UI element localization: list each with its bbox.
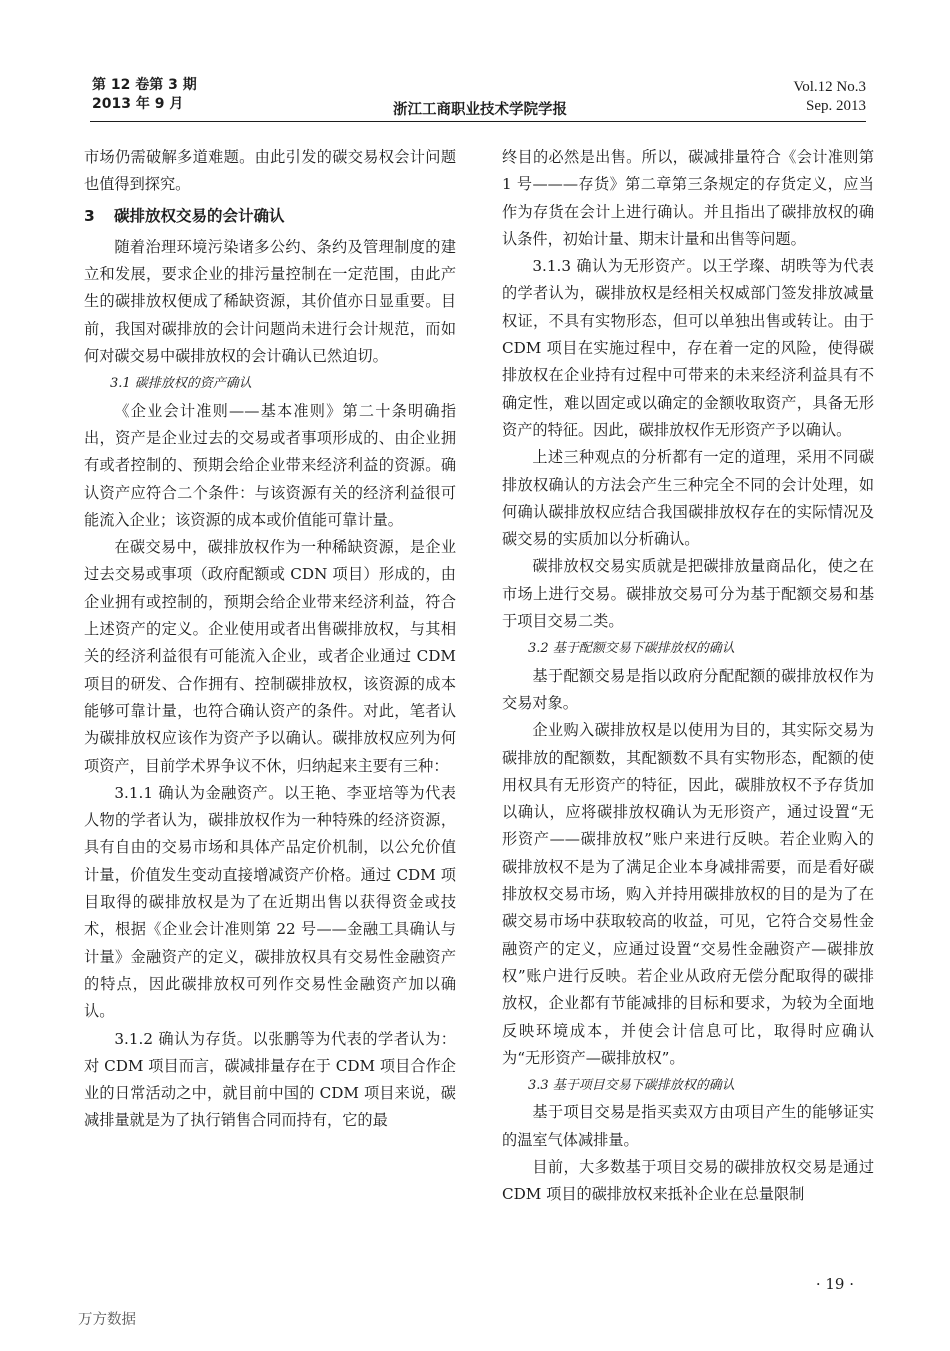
paragraph: 3.1.1 确认为金融资产。以王艳、李亚培等为代表人物的学者认为，碳排放权作为一种特殊的经济资源，具有自由的交易市场和具体产品定价机制，以公允价值计量，价值发生变动直接增减资产价格。通过 CDM 项目取得的碳排放权是为了在近期出售以获得资金或技术，根据《企业会计准则第 22 号——金融工具确认与计量》金融资产的定义，碳排放权具有交易性金融资产的特点，因此碳排放权可列作交易性金融资产加以确认。: [84, 783, 456, 1021]
paragraph: 基于项目交易是指买卖双方由项目产生的能够证实的温室气体减排量。: [502, 1103, 874, 1149]
paragraph: 《企业会计准则——基本准则》第二十条明确指出，资产是企业过去的交易或者事项形成的、由企业拥有或者控制的、预期会给企业带来经济利益的资源。确认资产应符合二个条件：与该资源有关的经济利益很可能流入企业；该资源的成本或价值能可靠计量。: [84, 401, 456, 529]
header-left: [92, 76, 197, 114]
paragraph: 3.1.3 确认为无形资产。以王学璨、胡昳等为代表的学者认为，碳排放权是经相关权威部门签发排放减量权证，不具有实物形态，但可以单独出售或转让。由于 CDM 项目在实施过程中，存在着一定的风险，使得碳排放权在企业持有过程中可带来的未来经济利益具有不确定性，难以固定或以确定的金额收取资产，具备无形资产的特征。因此，碳排放权作无形资产予以确认。: [502, 257, 874, 439]
volume-cn: 第 12 卷第 3 期: [92, 77, 197, 93]
paragraph: 企业购入碳排放权是以使用为目的，其实际交易为碳排放的配额数，其配额数不具有实物形态，配额的使用权具有无形资产的特征，因此，碳腓放权不予存货加以确认，应将碳排放权确认为无形资产，通过设置“无形资产——碳排放权”账户来进行反映。若企业购入的碳排放权不是为了满足企业本身减排需要，而是看好碳排放权交易市场，购入并持用碳排放权的目的是为了在碳交易市场中获取较高的收益，可见，它符合交易性金融资产的定义，应通过设置“交易性金融资产—碳排放权”账户进行反映。若企业从政府无偿分配取得的碳排放权，企业都有节能减排的目标和要求，为较为全面地反映环境成本，并使会计信息可比，取得时应确认为“无形资产—碳排放权”。: [502, 721, 874, 1067]
date-cn: 2013 年 9 月: [92, 96, 184, 112]
section-heading: [84, 203, 456, 230]
paragraph: 目前，大多数基于项目交易的碳排放权交易是通过 CDM 项目的碳排放权来抵补企业在总量限制: [502, 1157, 874, 1204]
header-rule: [90, 121, 866, 122]
header-right: [793, 78, 866, 116]
date-en: Sep. 2013: [806, 98, 866, 114]
paragraph: 市场仍需破解多道难题。由此引发的碳交易权会计问题也值得到探究。: [84, 148, 456, 194]
subsection-heading: 3.1 碳排放权的资产确认: [110, 376, 252, 392]
paragraph: 在碳交易中，碳排放权作为一种稀缺资源，是企业过去交易或事项（政府配额或 CDN 项目）形成的，由企业拥有或控制的，预期会给企业带来经济利益，符合上述资产的定义。企业使用或者出售碳排放权，与其相关的经济利益很有可能流入企业，或者企业通过 CDM 项目的研发、合作拥有、控制碳排放权，该资源的成本能够可靠计量，也符合确认资产的条件。对此，笔者认为碳排放权应该作为资产予以确认。碳排放权应列为何项资产，目前学术界争议不休，归纳起来主要有三种：: [84, 538, 456, 775]
paragraph: 3.1.2 确认为存货。以张鹏等为代表的学者认为：对 CDM 项目而言，碳减排量存在于 CDM 项目合作企业的日常活动之中，就目前中国的 CDM 项目来说，碳减排量就是为了执行销售合同而持有，它的最: [84, 1029, 456, 1130]
right-column: [502, 144, 874, 1209]
paragraph: 随着治理环境污染诸多公约、条约及管理制度的建立和发展，要求企业的排污量控制在一定范围，由此产生的碳排放权便成了稀缺资源，其价值亦日显重要。目前，我国对碳排放的会计问题尚未进行会计规范，而如何对碳交易中碳排放权的会计确认已然迫切。: [84, 237, 456, 366]
volume-en: Vol.12 No.3: [793, 79, 866, 95]
subsection-heading: 3.2 基于配额交易下碳排放权的确认: [528, 641, 735, 657]
paragraph: 终目的必然是出售。所以，碳减排量符合《会计准则第 1 号———存货》第二章第三条规定的存货定义，应当作为存货在会计上进行确认。并且指出了碳排放权的确认条件，初始计量、期末计量和出售等问题。: [502, 148, 874, 248]
paragraph: 上述三种观点的分析都有一定的道理，采用不同碳排放权确认的方法会产生三种完全不同的会计处理，如何确认碳排放权应结合我国碳排放权存在的实际情况及碳交易的实质加以分析确认。: [502, 448, 874, 549]
section-title: 碳排放权交易的会计确认: [114, 206, 285, 225]
paragraph: 基于配额交易是指以政府分配配额的碳排放权作为交易对象。: [502, 666, 874, 712]
section-number: 3: [84, 206, 95, 225]
paragraph: 碳排放权交易实质就是把碳排放量商品化，使之在市场上进行交易。碳排放交易可分为基于配额交易和基于项目交易二类。: [502, 557, 874, 631]
journal-title: 浙江工商职业技术学院学报: [393, 102, 567, 118]
left-column: [84, 144, 456, 1135]
subsection-heading: 3.3 基于项目交易下碳排放权的确认: [528, 1078, 735, 1094]
watermark: 万方数据: [78, 1312, 136, 1328]
page-number: · 19 ·: [815, 1275, 854, 1293]
